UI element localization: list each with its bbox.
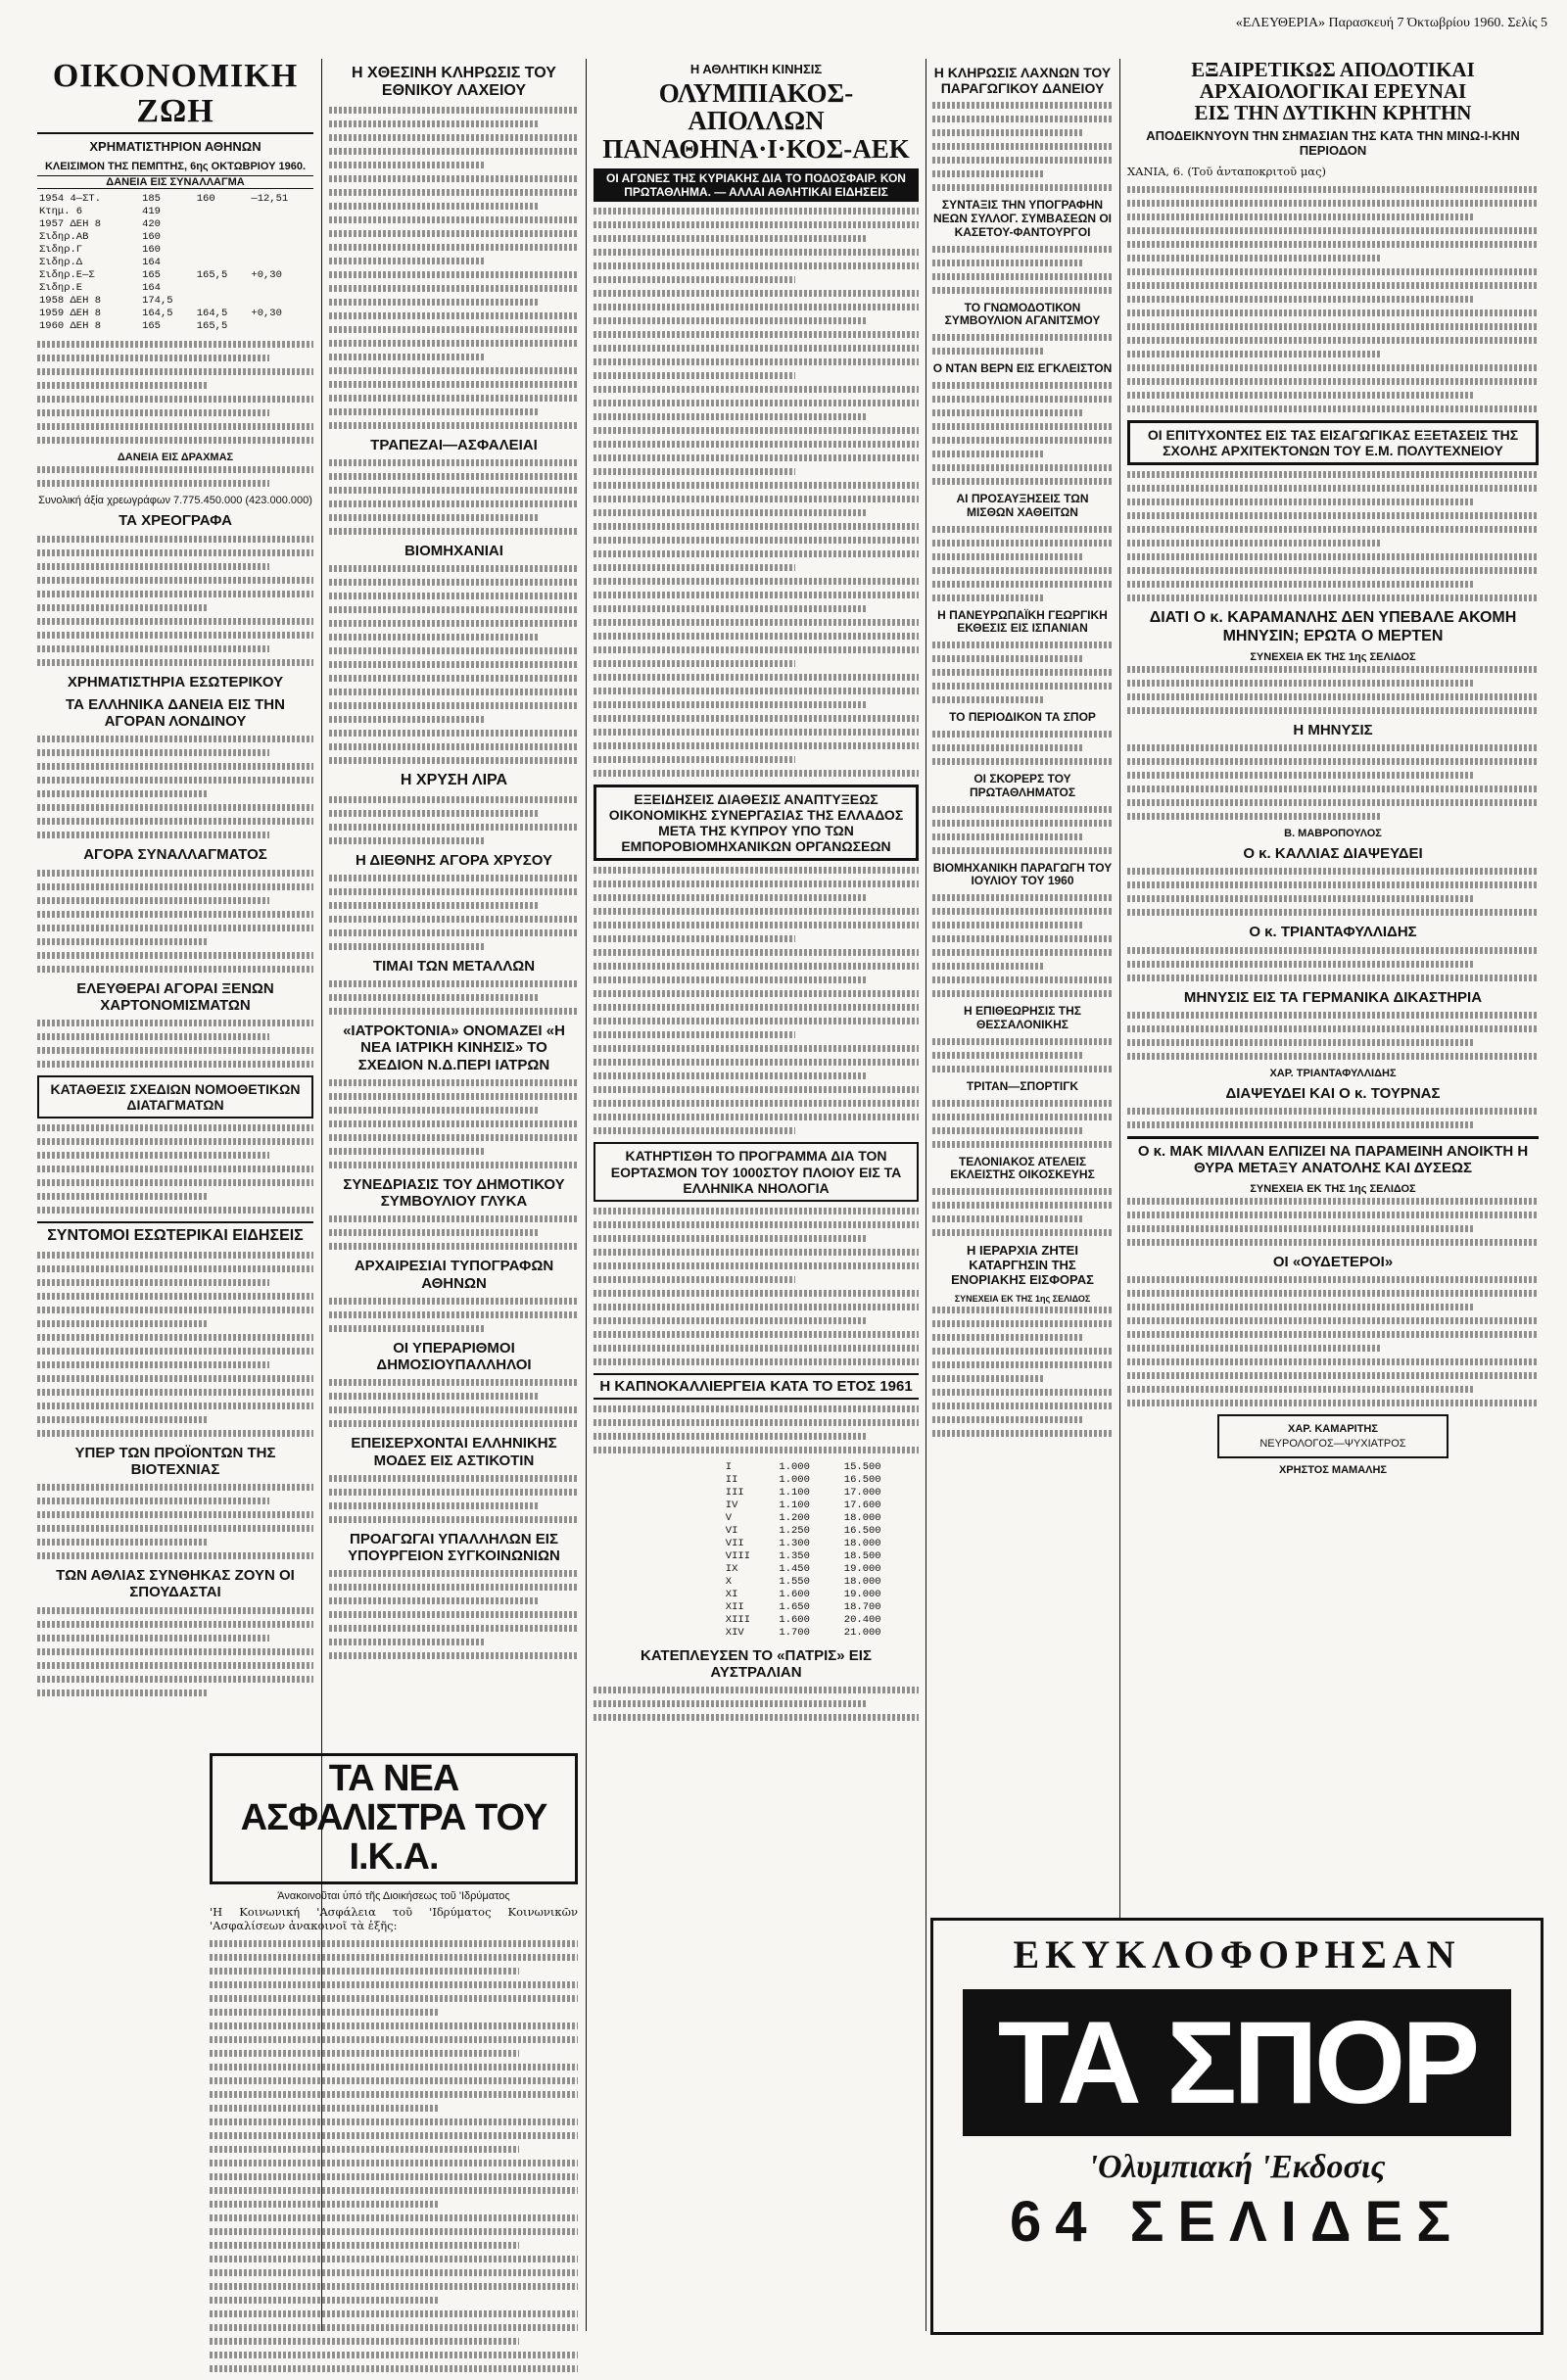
table-cell: 164 xyxy=(142,282,161,295)
table-cell: 15.500 xyxy=(843,1460,881,1473)
table-cell: XIV xyxy=(725,1626,744,1639)
heading-foreign-markets: ΕΛΕΥΘΕΡΑΙ ΑΓΟΡΑΙ ΞΕΝΩΝ ΧΑΡΤΟΝΟΜΙΣΜΑΤΩΝ xyxy=(76,979,274,1014)
table-cell: XIII xyxy=(725,1613,751,1626)
arch-headline-3: ΕΙΣ ΤΗΝ ΔΥΤΙΚΗΝ ΚΡΗΤΗΝ xyxy=(1194,101,1472,125)
tobacco-row xyxy=(724,1614,919,1627)
tobacco-row xyxy=(724,1601,919,1614)
ad-role: ΝΕΥΡΟΛΟΓΟΣ—ΨΥΧΙΑΤΡΟΣ xyxy=(1259,1437,1406,1450)
exchange-subtitle: ΚΛΕΙΣΙΜΟΝ ΤΗΣ ΠΕΜΠΤΗΣ, 6ης ΟΚΤΩΒΡΙΟΥ 1960. xyxy=(44,161,307,173)
table-cell: III xyxy=(725,1486,744,1499)
table-cell xyxy=(195,257,250,269)
table-cell: 1.100 xyxy=(779,1499,810,1511)
ika-lead: Άνακοινοῦται ὑπό τῆς Διοικήσεως τοῦ 'Ιδρύματος xyxy=(277,1889,510,1902)
ad-name: ΧΑΡ. ΚΑΜΑΡΙΤΗΣ xyxy=(1288,1422,1378,1435)
arch-headline-2: ΑΡΧΑΙΟΛΟΓΙΚΑΙ ΕΡΕΥΝΑΙ xyxy=(1199,79,1467,104)
table-cell: 20.400 xyxy=(843,1613,881,1626)
loans-row xyxy=(37,269,313,282)
table-cell: VII xyxy=(725,1537,744,1549)
table-cell: Σιδηρ.Ε—Σ xyxy=(39,269,95,282)
tobacco-row xyxy=(724,1512,919,1525)
arch-dateline: ΧΑΝΙΑ, 6. (Τοῦ ἀνταποκριτοῦ μας) xyxy=(1127,165,1326,179)
continuation-2: ΣΥΝΕΧΕΙΑ ΕΚ ΤΗΣ 1ης ΣΕΛΙΔΟΣ xyxy=(1250,1182,1416,1195)
heading-kallias: Ο κ. ΚΑΛΛΙΑΣ ΔΙΑΨΕΥΔΕΙ xyxy=(1243,845,1423,863)
heading-medical: «ΙΑΤΡΟΚΤΟΝΙΑ» ΟΝΟΜΑΖΕΙ «Η ΝΕΑ ΙΑΤΡΙΚΗ ΚΙΝΗΣΙΣ» ΤΟ ΣΧΕΔΙΟΝ Ν.Δ.ΠΕΡΙ ΙΑΤΡΩΝ xyxy=(343,1023,565,1073)
table-cell: 16.500 xyxy=(843,1524,881,1537)
table-cell: Σιδηρ.Ε xyxy=(39,282,83,295)
table-cell: 160 xyxy=(142,231,161,244)
ika-block xyxy=(210,1747,578,2380)
name-triantafyllidis: ΧΑΡ. ΤΡΙΑΝΤΑΦΥΛΛΙΔΗΣ xyxy=(1269,1067,1397,1079)
table-cell: —12,51 xyxy=(251,193,289,206)
loans-table xyxy=(37,193,313,333)
table-cell xyxy=(249,257,313,269)
loans-row xyxy=(37,244,313,257)
tobacco-row xyxy=(724,1550,919,1563)
doctor-ad xyxy=(1217,1414,1448,1458)
ika-headline: ΤΑ ΝΕΑ ΑΣΦΑΛΙΣΤΡΑ ΤΟΥ Ι.Κ.Α. xyxy=(210,1753,578,1884)
section-title: ΟΙΚΟΝΟΜΙΚΗ ΖΩΗ xyxy=(37,59,313,134)
tobacco-table xyxy=(724,1461,919,1640)
continuation-1: ΣΥΝΕΧΕΙΑ ΕΚ ΤΗΣ 1ης ΣΕΛΙΔΟΣ xyxy=(1250,650,1416,663)
table-cell: 1.550 xyxy=(779,1575,810,1588)
heading-fx: ΑΓΟΡΑ ΣΥΝΑΛΛΑΓΜΑΤΟΣ xyxy=(83,846,267,864)
table-cell: 19.000 xyxy=(843,1588,881,1600)
table-cell: 174,5 xyxy=(142,295,173,308)
heading-agri: Η ΠΑΝΕΥΡΩΠΑΪΚΗ ΓΕΩΡΓΙΚΗ ΕΚΘΕΣΙΣ ΕΙΣ ΙΣΠΑΝΙΑΝ xyxy=(937,607,1108,636)
table-cell: 18.000 xyxy=(843,1511,881,1524)
table-cell: 1.200 xyxy=(779,1511,810,1524)
heading-exams: ΟΙ ΕΠΙΤΥΧΟΝΤΕΣ ΕΙΣ ΤΑΣ ΕΙΣΑΓΩΓΙΚΑΣ ΕΞΕΤΑΣΕΙΣ ΤΗΣ ΣΧΟΛΗΣ ΑΡΧΙΤΕΚΤΟΝΩΝ ΤΟΥ Ε.Μ. ΠΟΛΥΤΕΧΝΕΙΟΥ xyxy=(1127,420,1539,465)
table-cell: 165 xyxy=(142,269,161,282)
table-cell: II xyxy=(725,1473,738,1486)
heading-lira: Η ΧΡΥΣΗ ΛΙΡΑ xyxy=(400,772,508,789)
heading-kreoforia: ΤΑ ΧΡΕΟΓΡΑΦΑ xyxy=(119,512,232,530)
table-cell xyxy=(249,282,313,295)
table-cell: 1.000 xyxy=(779,1473,810,1486)
heading-tournas: ΔΙΑΨΕΥΔΕΙ ΚΑΙ Ο κ. ΤΟΥΡΝΑΣ xyxy=(1225,1084,1441,1102)
heading-labour: ΑΙ ΠΡΟΣΑΥΞΗΣΕΙΣ ΤΩΝ ΜΙΣΘΩΝ ΧΑΘΕΙΤΩΝ xyxy=(956,491,1089,519)
table-cell: X xyxy=(725,1575,733,1588)
heading-macmillan: Ο κ. ΜΑΚ ΜΙΛΛΑΝ ΕΛΠΙΖΕΙ ΝΑ ΠΑΡΑΜΕΙΝΗ ΑΝΟΙΚΤΗ Η ΘΥΡΑ ΜΕΤΑΞΥ ΑΝΑΤΟΛΗΣ ΚΑΙ ΔΥΣΕΩΣ xyxy=(1127,1136,1539,1177)
table-cell: 1958 ΔΕΗ 8 xyxy=(39,295,102,308)
table-cell: IX xyxy=(725,1562,738,1575)
loans-row xyxy=(37,295,313,308)
arch-headline-1: ΕΞΑΙΡΕΤΙΚΩΣ ΑΠΟΔΟΤΙΚΑΙ xyxy=(1191,59,1475,81)
heading-bills: ΚΑΤΑΘΕΣΙΣ ΣΧΕΔΙΩΝ ΝΟΜΟΘΕΤΙΚΩΝ ΔΙΑΤΑΓΜΑΤΩΝ xyxy=(37,1075,313,1119)
exchange-title: ΧΡΗΜΑΤΙΣΤΗΡΙΟΝ ΑΘΗΝΩΝ xyxy=(89,139,261,155)
heading-bern: Ο ΝΤΑΝ ΒΕΡΝ ΕΙΣ ΕΓΚΛΕΙΣΤΟΝ xyxy=(932,361,1113,376)
ad-line-2: ΤΑ ΣΠΟΡ xyxy=(963,1989,1511,2136)
table-cell: 1.100 xyxy=(779,1486,810,1499)
table-cell: VIII xyxy=(725,1549,751,1562)
table-cell: XII xyxy=(725,1600,744,1613)
heading-gold-market: Η ΔΙΕΘΝΗΣ ΑΓΟΡΑ ΧΡΥΣΟΥ xyxy=(355,851,553,869)
loans-row xyxy=(37,218,313,231)
heading-interior: ΧΡΗΜΑΤΙΣΤΗΡΙΑ ΕΣΩΤΕΡΙΚΟΥ xyxy=(67,673,284,690)
table-cell xyxy=(195,218,250,231)
tobacco-row xyxy=(724,1525,919,1538)
table-cell: V xyxy=(725,1511,733,1524)
table-cell: 1954 4—ΣΤ. xyxy=(39,193,102,206)
loans-row xyxy=(37,193,313,206)
heading-triantafyllidis: Ο κ. ΤΡΙΑΝΤΑΦΥΛΛΙΔΗΣ xyxy=(1249,924,1417,941)
table-cell: 165 xyxy=(142,320,161,333)
tobacco-row xyxy=(724,1487,919,1499)
heading-export: ΕΞΕΙΔΗΣΕΙΣ ΔΙΑΘΕΣΙΣ ΑΝΑΠΤΥΞΕΩΣ ΟΙΚΟΝΟΜΙΚΗΣ ΣΥΝΕΡΓΑΣΙΑΣ ΤΗΣ ΕΛΛΑΔΟΣ ΜΕΤΑ ΤΗΣ ΚΥΠΡΟΥ ΥΠΟ ΤΩΝ ΕΜΠΟΡΟΒΙΟΜΗΧΑΝΙΚΩΝ ΟΡΓΑΝΩΣΕΩΝ xyxy=(594,785,919,861)
tobacco-row xyxy=(724,1538,919,1550)
loans-row xyxy=(37,308,313,320)
heading-tuesday: ΤΡΙΤΑΝ—ΣΠΟΡΤΙΓΚ xyxy=(966,1078,1079,1093)
table-cell: +0,30 xyxy=(251,269,282,282)
table-cell: 185 xyxy=(142,193,161,206)
table-cell: VI xyxy=(725,1524,738,1537)
table-cell: 160 xyxy=(196,193,215,206)
table-cell xyxy=(249,206,313,218)
tobacco-row xyxy=(724,1589,919,1601)
table-cell: 1.650 xyxy=(779,1600,810,1613)
heading-tobacco: Η ΚΑΠΝΟΚΑΛΛΙΕΡΓΕΙΑ ΚΑΤΑ ΤΟ ΕΤΟΣ 1961 xyxy=(594,1373,919,1400)
table-cell: 1.600 xyxy=(779,1588,810,1600)
table-cell: 18.700 xyxy=(843,1600,881,1613)
table-cell: 1959 ΔΕΗ 8 xyxy=(39,308,102,320)
table-cell: 18.500 xyxy=(843,1549,881,1562)
tobacco-row xyxy=(724,1563,919,1576)
sports-column xyxy=(594,59,919,2331)
table-cell: 17.000 xyxy=(843,1486,881,1499)
heading-printers: ΑΡΧΑΙΡΕΣΙΑΙ ΤΥΠΟΓΡΑΦΩΝ ΑΘΗΝΩΝ xyxy=(354,1258,554,1292)
table-cell: Σιδηρ.ΑΒ xyxy=(39,231,89,244)
heading-students: ΤΩΝ ΑΘΛΙΑΣ ΣΥΝΘΗΚΑΣ ΖΟΥΝ ΟΙ ΣΠΟΥΔΑΣΤΑΙ xyxy=(56,1567,295,1601)
tobacco-row xyxy=(724,1627,919,1640)
ad-line-4: 64 ΣΕΛΙΔΕΣ xyxy=(1009,2189,1465,2254)
heading-staff: ΟΙ ΥΠΕΡΑΡΙΘΜΟΙ ΔΗΜΟΣΙΟΥΠΑΛΛΗΛΟΙ xyxy=(376,1339,532,1374)
table-cell: 1.450 xyxy=(779,1562,810,1575)
sports-small-heading: Η ΑΘΛΗΤΙΚΗ ΚΙΝΗΣΙΣ xyxy=(689,62,823,76)
table-cell: 1.600 xyxy=(779,1613,810,1626)
heading-karamanlis: ΔΙΑΤΙ Ο κ. ΚΑΡΑΜΑΝΛΗΣ ΔΕΝ ΥΠΕΒΑΛΕ ΑΚΟΜΗ ΜΗΝΥΣΙΝ; ΕΡΩΤΑ Ο ΜΕΡΤΕΝ xyxy=(1149,609,1517,644)
table-cell: Σιδηρ.Δ xyxy=(39,257,83,269)
table-cell: 16.500 xyxy=(843,1473,881,1486)
heading-metals: ΤΙΜΑΙ ΤΩΝ ΜΕΤΑΛΛΩΝ xyxy=(372,957,536,975)
tobacco-row xyxy=(724,1474,919,1487)
heading-meeting: ΣΥΝΕΔΡΙΑΣΙΣ ΤΟΥ ΔΗΜΟΤΙΚΟΥ ΣΥΜΒΟΥΛΙΟΥ ΓΛΥΚΑ xyxy=(343,1175,565,1211)
table-cell: 17.600 xyxy=(843,1499,881,1511)
loans-label: ΔΑΝΕΙΑ ΕΙΣ ΣΥΝΑΛΛΑΓΜΑ xyxy=(37,175,313,189)
drachma-label: ΔΑΝΕΙΑ ΕΙΣ ΔΡΑΧΜΑΣ xyxy=(117,452,234,464)
table-cell: 164,5 xyxy=(142,308,173,320)
table-cell: 164 xyxy=(142,257,161,269)
heading-germany: ΜΗΝΥΣΙΣ ΕΙΣ ΤΑ ΓΕΡΜΑΝΙΚΑ ΔΙΚΑΣΤΗΡΙΑ xyxy=(1183,988,1483,1006)
table-cell: 1.000 xyxy=(779,1460,810,1473)
table-cell: 1.700 xyxy=(779,1626,810,1639)
arch-subheading: ΑΠΟΔΕΙΚΝΥΟΥΝ ΤΗΝ ΣΗΜΑΣΙΑΝ ΤΗΣ ΚΑΤΑ ΤΗΝ ΜΙΝΩ-Ι-ΚΗΝ ΠΕΡΙΟΔΟΝ xyxy=(1146,128,1520,159)
column-rule xyxy=(586,59,587,2331)
table-cell: XI xyxy=(725,1588,738,1600)
table-cell: 160 xyxy=(142,244,161,257)
table-cell: Σιδηρ.Γ xyxy=(39,244,83,257)
loans-row xyxy=(37,206,313,218)
total-line: Συνολική άξία χρεωγράφων 7.775.450.000 (423.000.000) xyxy=(38,495,312,507)
table-cell xyxy=(249,244,313,257)
date-line: «ΕΛΕΥΘΕΡΙΑ» Παρασκευή 7 Όκτωβρίου 1960. Σελίς 5 xyxy=(1235,16,1547,30)
name-mavropoulos: Β. ΜΑΒΡΟΠΟΥΛΟΣ xyxy=(1284,828,1382,840)
ad-name-2: ΧΡΗΣΤΟΣ ΜΑΜΑΛΗΣ xyxy=(1278,1463,1388,1476)
heading-banks: ΤΡΑΠΕΖΑΙ—ΑΣΦΑΛΕΙΑΙ xyxy=(370,436,538,453)
heading-magazine: ΤΟ ΠΕΡΙΟΔΙΚΟΝ ΤΑ ΣΠΟΡ xyxy=(949,710,1096,725)
tobacco-row xyxy=(724,1461,919,1474)
heading-shipping: ΕΠΕΙΣΕΡΧΟΝΤΑΙ ΕΛΛΗΝΙΚΗΣ ΜΟΔΕΣ ΕΙΣ ΑΣΤΙΚΟΤΙΝ xyxy=(351,1435,557,1469)
table-cell: 18.000 xyxy=(843,1537,881,1549)
table-cell xyxy=(195,244,250,257)
loans-row xyxy=(37,282,313,295)
table-cell: 165,5 xyxy=(196,320,228,333)
heading-lottery: Η ΧΘΕΣΙΝΗ ΚΛΗΡΩΣΙΣ ΤΟΥ ΕΘΝΙΚΟΥ ΛΑΧΕΙΟΥ xyxy=(352,65,556,100)
table-cell: IV xyxy=(725,1499,738,1511)
table-cell: 420 xyxy=(142,218,161,231)
heading-patris: ΚΑΤΕΠΛΕΥΣΕΝ ΤΟ «ΠΑΤΡΙΣ» ΕΙΣ ΑΥΣΤΡΑΛΙΑΝ xyxy=(641,1646,872,1682)
heading-navy: ΚΑΤΗΡΤΙΣΘΗ ΤΟ ΠΡΟΓΡΑΜΜΑ ΔΙΑ ΤΟΝ ΕΟΡΤΑΣΜΟΝ ΤΟΥ 1000ΣΤΟΥ ΠΛΟΙΟΥ ΕΙΣ ΤΑ ΕΛΛΗΝΙΚΑ ΝΗΟΛΟΓΙΑ xyxy=(594,1142,919,1201)
ad-line-1: ΕΚΥΚΛΟΦΟΡΗΣΑΝ xyxy=(1013,1932,1461,1976)
heading-minisis: Η ΜΗΝΥΣΙΣ xyxy=(1293,721,1373,738)
loans-row xyxy=(37,231,313,244)
table-cell: 164,5 xyxy=(196,308,228,320)
table-cell: 18.000 xyxy=(843,1575,881,1588)
loans-row xyxy=(37,320,313,333)
heading-short-news: ΣΥΝΤΟΜΟΙ ΕΣΩΤΕΡΙΚΑΙ ΕΙΔΗΣΕΙΣ xyxy=(37,1221,313,1245)
sports-headline-2: ΠΑΝΑΘΗΝΑ·Ι·ΚΟΣ-ΑΕΚ xyxy=(602,133,910,164)
church-continuation: ΣΥΝΕΧΕΙΑ ΕΚ ΤΗΣ 1ης ΣΕΛΙΔΟΣ xyxy=(954,1293,1091,1304)
heading-industry: ΒΙΟΜΗΧΑΝΙΑΙ xyxy=(404,543,503,560)
heading-industrial: ΒΙΟΜΗΧΑΝΙΚΗ ΠΑΡΑΓΩΓΗ ΤΟΥ ΙΟΥΛΙΟΥ ΤΟΥ 1960 xyxy=(932,860,1113,888)
table-cell xyxy=(249,295,313,308)
heading-cooperative: ΤΟ ΓΝΩΜΟΔΟΤΙΚΟΝ ΣΥΜΒΟΥΛΙΟΝ ΑΓΑΝΙΤΣΜΟΥ xyxy=(944,300,1101,328)
sports-headline-1: ΟΛΥΜΠΙΑΚΟΣ-ΑΠΟΛΛΩΝ xyxy=(658,78,854,136)
table-cell: 19.000 xyxy=(843,1562,881,1575)
table-cell: I xyxy=(725,1460,733,1473)
heading-thessaloniki: Η ΕΠΙΘΕΩΡΗΣΙΣ ΤΗΣ ΘΕΣΣΑΛΟΝΙΚΗΣ xyxy=(964,1004,1081,1031)
table-cell: 1960 ΔΕΗ 8 xyxy=(39,320,102,333)
ika-notice: 'Η Κοινωνική 'Ασφάλεια τοῦ 'Ιδρύματος Κοινωνικῶν 'Ασφαλίσεων ἀνακοινοῖ τὰ ἑξῆς: xyxy=(210,1904,578,1932)
loans-row xyxy=(37,257,313,269)
table-cell: 165,5 xyxy=(196,269,228,282)
table-cell: 419 xyxy=(142,206,161,218)
heading-lottery-loan: Η ΚΛΗΡΩΣΙΣ ΛΑΧΝΩΝ ΤΟΥ ΠΑΡΑΓΩΓΙΚΟΥ ΔΑΝΕΙΟΥ xyxy=(933,65,1112,97)
heading-defense: ΤΕΛΟΝΙΑΚΟΣ ΑΤΕΛΕΙΣ ΕΚΛΕΙΣΤΗΣ ΟΙΚΟΣΚΕΥΗΣ xyxy=(950,1154,1095,1182)
heading-promotions: ΠΡΟΑΓΩΓΑΙ ΥΠΑΛΛΗΛΩΝ ΕΙΣ ΥΠΟΥΡΓΕΙΟΝ ΣΥΓΚΟΙΝΩΝΙΩΝ xyxy=(348,1530,560,1565)
tobacco-row xyxy=(724,1499,919,1512)
tobacco-row xyxy=(724,1576,919,1589)
heading-loans-london: ΤΑ ΕΛΛΗΝΙΚΑ ΔΑΝΕΙΑ ΕΙΣ ΤΗΝ ΑΓΟΡΑΝ ΛΟΝΔΙΝΟΥ xyxy=(66,695,285,731)
table-cell xyxy=(195,282,250,295)
heading-church: Η ΙΕΡΑΡΧΙΑ ΖΗΤΕΙ ΚΑΤΑΡΓΗΣΙΝ ΤΗΣ ΕΝΟΡΙΑΚΗΣ ΕΙΣΦΟΡΑΣ xyxy=(951,1243,1094,1287)
ad-line-3: 'Ολυμπιακή 'Εκδοσις xyxy=(1088,2149,1386,2185)
table-cell xyxy=(195,231,250,244)
table-cell: Κτημ. 6 xyxy=(39,206,83,218)
table-cell xyxy=(249,218,313,231)
ta-spor-advertisement xyxy=(930,1918,1543,2335)
table-cell: 1.250 xyxy=(779,1524,810,1537)
table-cell xyxy=(195,295,250,308)
heading-scorers: ΟΙ ΣΚΟΡΕΡΣ ΤΟΥ ΠΡΩΤΑΘΛΗΜΑΤΟΣ xyxy=(969,771,1076,799)
table-cell: +0,30 xyxy=(251,308,282,320)
heading-united: ΟΙ «ΟΥΔΕΤΕΡΟΙ» xyxy=(1272,1253,1394,1270)
heading-printing: ΣΥΝΤΑΞΙΣ ΤΗΝ ΥΠΟΓΡΑΦΗΝ ΝΕΩΝ ΣΥΛΛΟΓ. ΣΥΜΒΑΣΕΩΝ ΟΙ ΚΑΣΕΤΟΥ-ΦΑΝΤΟΥΡΓΟΙ xyxy=(932,198,1112,239)
table-cell xyxy=(249,320,313,333)
table-cell: 1.350 xyxy=(779,1549,810,1562)
table-cell xyxy=(249,231,313,244)
table-cell: 1957 ΔΕΗ 8 xyxy=(39,218,102,231)
table-cell: 21.000 xyxy=(843,1626,881,1639)
table-cell: 1.300 xyxy=(779,1537,810,1549)
sports-subheading: ΟΙ ΑΓΩΝΕΣ ΤΗΣ ΚΥΡΙΑΚΗΣ ΔΙΑ ΤΟ ΠΟΔΟΣΦΑΙΡ. ΚΟΝ ΠΡΩΤΑΘΛΗΜΑ. — ΑΛΛΑΙ ΑΘΛΗΤΙΚΑΙ ΕΙΔΗΣΕΙΣ xyxy=(594,168,919,202)
table-cell xyxy=(195,206,250,218)
heading-exports: ΥΠΕΡ ΤΩΝ ΠΡΟΪΟΝΤΩΝ ΤΗΣ ΒΙΟΤΕΧΝΙΑΣ xyxy=(74,1444,276,1478)
